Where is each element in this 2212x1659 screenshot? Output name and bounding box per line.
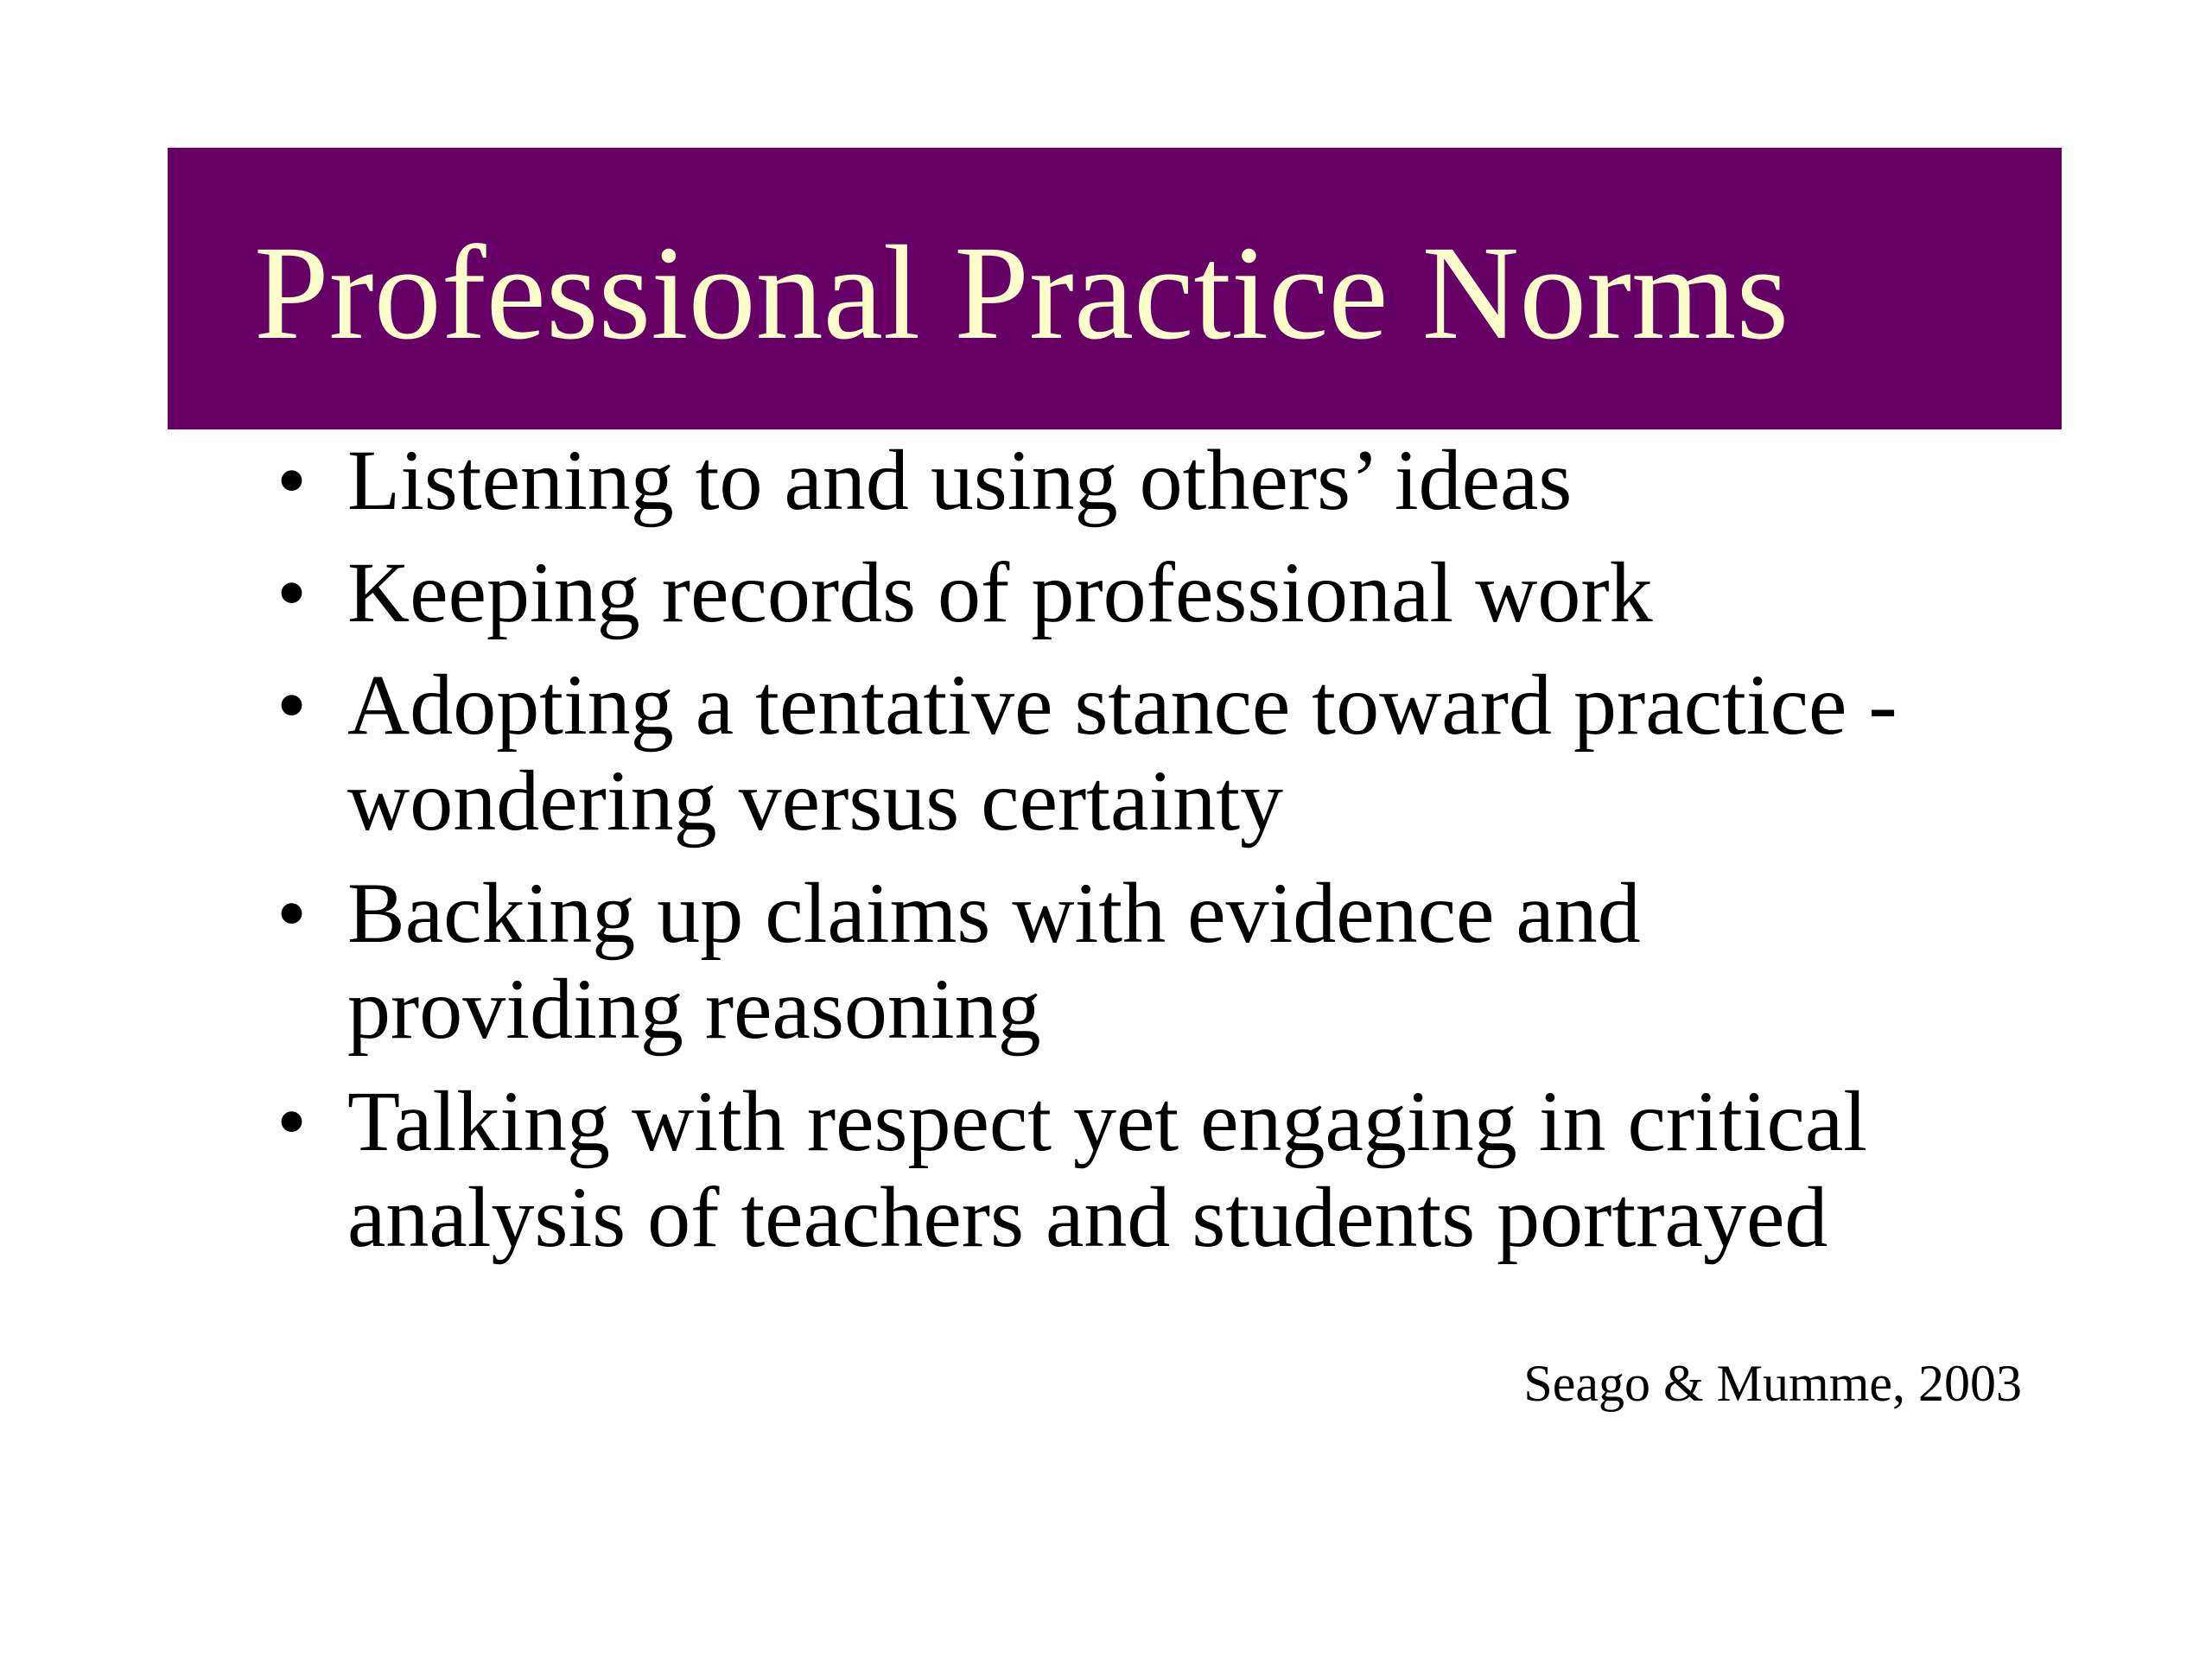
bullet-text: Talking with respect yet engaging in critical analysis of teachers and students portrayed bbox=[347, 1073, 1868, 1265]
bullet-icon: • bbox=[276, 432, 308, 528]
bullet-icon: • bbox=[276, 657, 308, 753]
bullet-text: Listening to and using others’ ideas bbox=[347, 432, 1573, 528]
list-item bbox=[276, 432, 2005, 528]
bullet-list bbox=[276, 432, 2005, 1281]
bullet-text: Backing up claims with evidence and providing reasoning bbox=[347, 865, 1641, 1057]
bullet-icon: • bbox=[276, 865, 308, 961]
bullet-text: Keeping records of professional work bbox=[347, 544, 1653, 640]
title-banner bbox=[168, 148, 2062, 429]
list-item bbox=[276, 865, 1747, 1057]
bullet-icon: • bbox=[276, 544, 308, 640]
list-item bbox=[276, 544, 2005, 640]
slide-title: Professional Practice Norms bbox=[254, 218, 1789, 367]
bullet-icon: • bbox=[276, 1073, 308, 1169]
list-item bbox=[276, 657, 1989, 849]
citation: Seago & Mumme, 2003 bbox=[1523, 1355, 2022, 1412]
bullet-text: Adopting a tentative stance toward practice - wondering versus certainty bbox=[347, 657, 1897, 849]
list-item bbox=[276, 1073, 1946, 1265]
